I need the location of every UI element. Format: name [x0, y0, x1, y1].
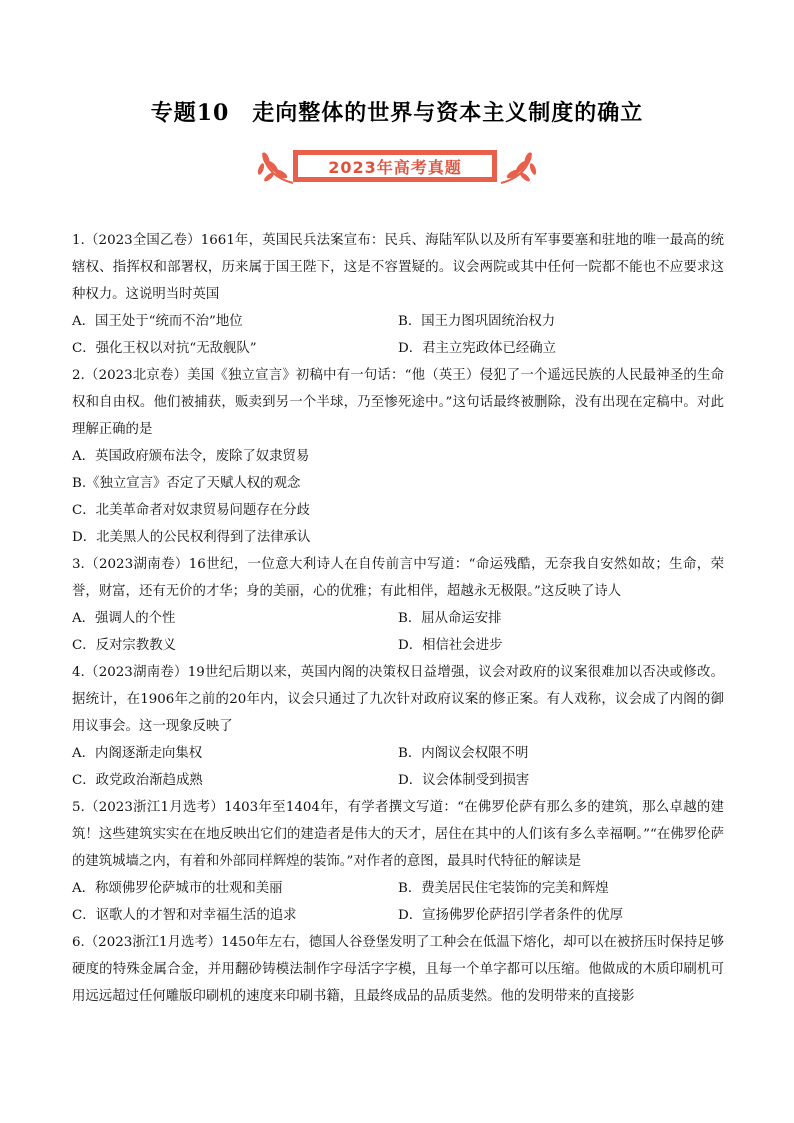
option-a: A．英国政府颁布法令，废除了奴隶贸易	[72, 449, 310, 464]
option-d: D．北美黑人的公民权利得到了法律承认	[72, 530, 311, 545]
question-item	[72, 794, 724, 929]
option-c: C．强化王权以对抗“无敌舰队”	[72, 341, 257, 356]
option-list	[72, 443, 724, 551]
option-d: D．相信社会进步	[398, 638, 503, 653]
option-a: A．国王处于“统而不治”地位	[72, 314, 243, 329]
question-list	[72, 227, 724, 1010]
question-stem: 1.（2023全国乙卷）1661年，英国民兵法案宣布：民兵、海陆军队以及所有军事要塞和驻地的唯一最高的统辖权、指挥权和部署权，历来属于国王陛下，这是不容置疑的。议会两院或其中任何一院都不能也不应要求这种权力。这说明当时英国	[72, 233, 724, 302]
question-item	[72, 551, 724, 659]
option-b: B.《独立宣言》否定了天赋人权的观念	[72, 476, 301, 491]
option-c: C．政党政治渐趋成熟	[72, 773, 203, 788]
option-a: A．强调人的个性	[72, 611, 176, 626]
question-stem: 4.（2023湖南卷）19世纪后期以来，英国内阁的决策权日益增强，议会对政府的议案很难加以否决或修改。据统计，在1906年之前的20年内，议会只通过了九次针对政府议案的修正案。有人戏称，议会成了内阁的御用议事会。这一现象反映了	[72, 665, 724, 734]
question-stem: 5.（2023浙江1月选考）1403年至1404年，有学者撰文写道：“在佛罗伦萨有那么多的建筑，那么卓越的建筑！这些建筑实实在在地反映出它们的建造者是伟大的天才，居住在其中的人们该有多么幸福啊。”“在佛罗伦萨的建筑城墙之内，有着和外部同样辉煌的装饰。”对作者的意图，最具时代特征的解读是	[72, 800, 724, 869]
question-item	[72, 362, 724, 551]
laurel-right-icon	[497, 147, 537, 187]
option-grid	[72, 605, 724, 659]
option-d: D．宣扬佛罗伦萨招引学者条件的优厚	[398, 908, 623, 923]
option-a: A．称颂佛罗伦萨城市的壮观和美丽	[72, 881, 283, 896]
page-title: 专题10 走向整体的世界与资本主义制度的确立	[150, 100, 644, 126]
option-d: D．议会体制受到损害	[398, 773, 530, 788]
option-a: A．内阁逐渐走向集权	[72, 746, 203, 761]
option-grid	[72, 875, 724, 929]
option-b: B．费美居民住宅装饰的完美和辉煌	[398, 881, 609, 896]
question-item	[72, 659, 724, 794]
question-stem: 3.（2023湖南卷）16世纪，一位意大利诗人在自传前言中写道：“命运残酷，无奈我自安然如故；生命，荣誉，财富，还有无价的才华；身的美丽，心的优雅；有此相伴，超越永无极限。”这反映了诗人	[72, 557, 724, 599]
option-c: C．讴歌人的才智和对幸福生活的追求	[72, 908, 297, 923]
laurel-left-icon	[257, 147, 297, 187]
exam-year-banner	[257, 147, 537, 189]
banner-frame	[293, 150, 497, 182]
option-b: B．国王力图巩固统治权力	[398, 314, 556, 329]
option-d: D．君主立宪政体已经确立	[398, 341, 557, 356]
option-c: C．北美革命者对奴隶贸易问题存在分歧	[72, 503, 310, 518]
banner-label: 2023年高考真题	[298, 155, 492, 177]
question-item	[72, 227, 724, 362]
option-grid	[72, 740, 724, 794]
question-stem: 6.（2023浙江1月选考）1450年左右，德国人谷登堡发明了工种会在低温下熔化，却可以在被挤压时保持足够硬度的特殊金属合金，并用翻砂铸模法制作字母活字字模，且每一个单字都可以压缩。他做成的木质印刷机可用远远超过任何雕版印刷机的速度来印刷书籍，且最终成品的品质斐然。他的发明带来的直接影	[72, 935, 724, 1004]
question-stem: 2.（2023北京卷）美国《独立宣言》初稿中有一句话：“他（英王）侵犯了一个遥远民族的人民最神圣的生命权和自由权。他们被捕获，贩卖到另一个半球，乃至惨死途中。”这句话最终被删除，没有出现在定稿中。对此理解正确的是	[72, 368, 724, 437]
option-c: C．反对宗教教义	[72, 638, 176, 653]
option-b: B．屈从命运安排	[398, 611, 502, 626]
question-item	[72, 929, 724, 1010]
option-b: B．内阁议会权限不明	[398, 746, 529, 761]
option-grid	[72, 308, 724, 362]
